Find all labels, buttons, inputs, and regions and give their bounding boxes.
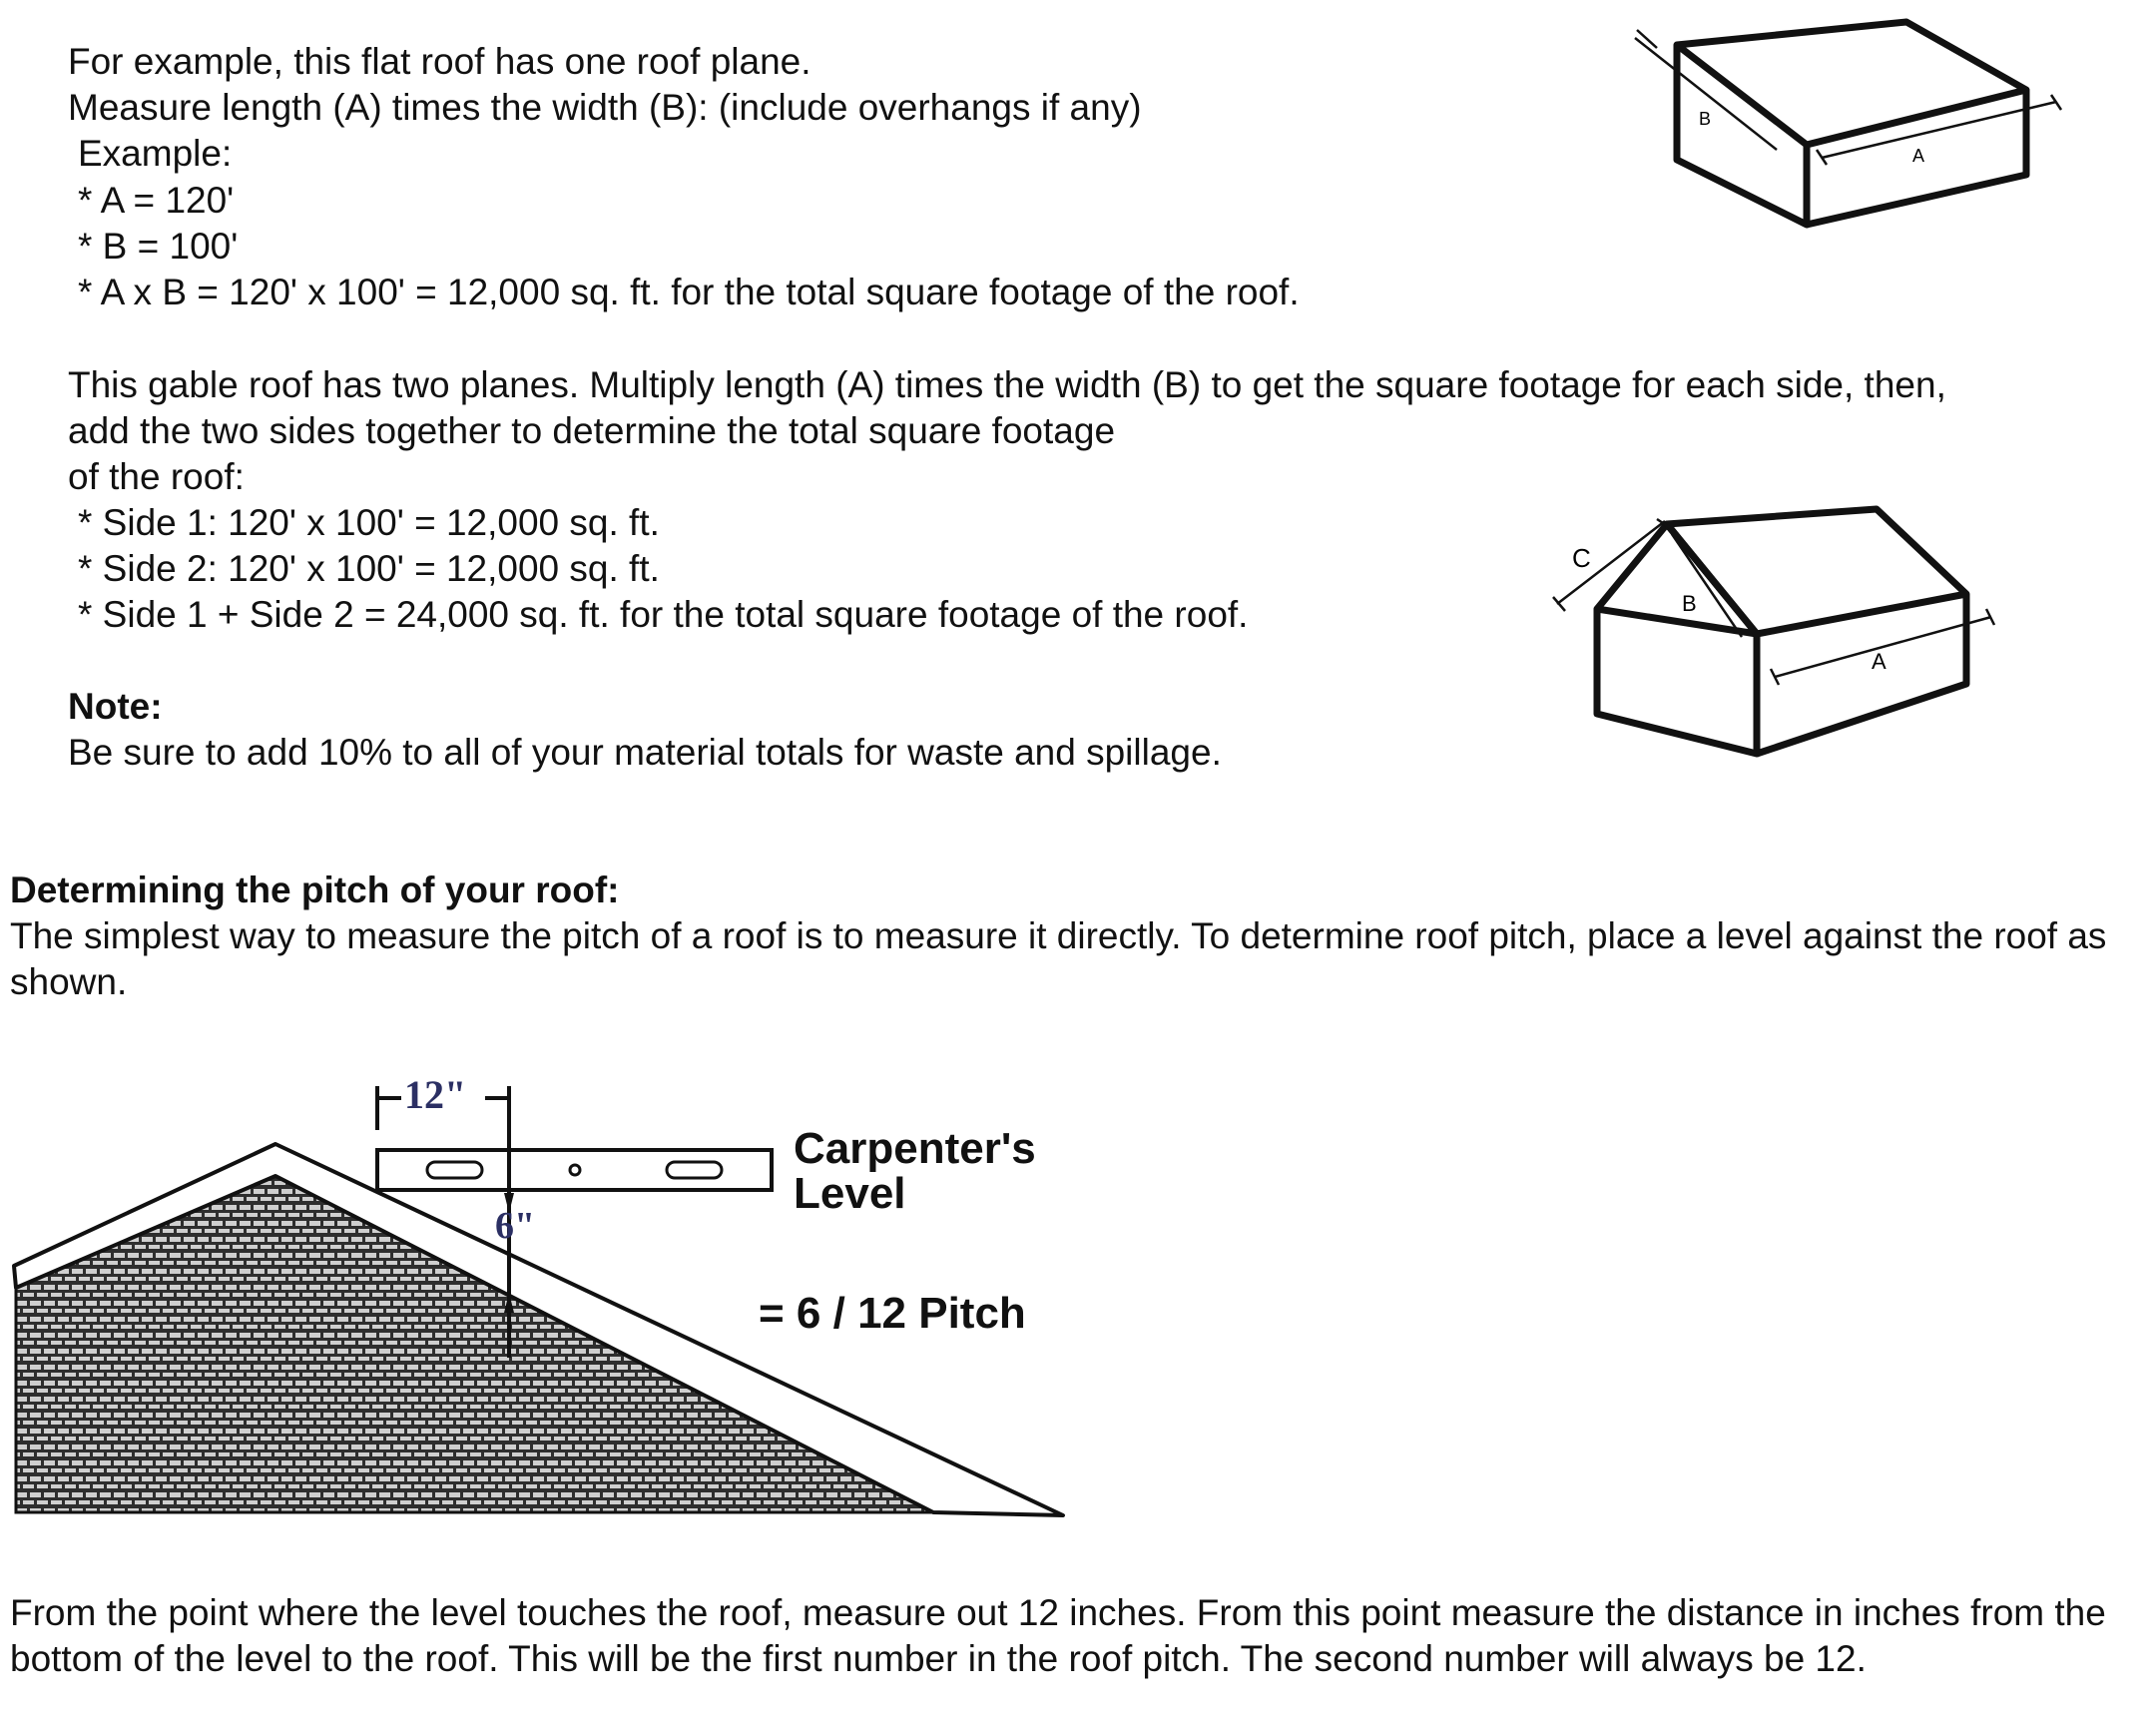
gable-roof-bullet: * Side 1: 120' x 100' = 12,000 sq. ft. (78, 502, 660, 543)
note-text: Be sure to add 10% to all of your material totals for waste and spillage. (68, 732, 1222, 773)
gable-roof-line2: add the two sides together to determine the total square footage (68, 410, 1116, 451)
run-label: 12" (404, 1072, 467, 1117)
gable-roof-line1: This gable roof has two planes. Multiply length (A) times the width (B) to get the square footage for each side, then, (68, 364, 1946, 405)
gable-diagram-label-a: A (1872, 649, 1886, 674)
flat-roof-bullet: * A x B = 120' x 100' = 12,000 sq. ft. for the total square footage of the roof. (78, 272, 1300, 312)
flat-roof-bullet: * A = 120' (78, 180, 235, 221)
gable-roof-bullet: * Side 1 + Side 2 = 24,000 sq. ft. for the total square footage of the roof. (78, 594, 1249, 635)
level-label-line1: Carpenter's (794, 1124, 1036, 1173)
flat-roof-instruction: Measure length (A) times the width (B): (include overhangs if any) (68, 87, 1142, 128)
flat-diagram-label-b: B (1699, 109, 1712, 129)
carpenters-level (377, 1150, 772, 1190)
gable-diagram-label-c: C (1572, 543, 1591, 573)
flat-diagram-label-a: A (1912, 146, 1925, 166)
gable-roof-line3: of the roof: (68, 456, 245, 497)
level-label-line2: Level (794, 1169, 906, 1218)
flat-roof-intro: For example, this flat roof has one roof plane. (68, 41, 811, 82)
rise-label: 6" (495, 1205, 536, 1247)
flat-roof-diagram (1617, 10, 2076, 240)
pitch-heading: Determining the pitch of your roof: (10, 869, 620, 910)
flat-roof-example-label: Example: (78, 133, 233, 174)
pitch-paragraph: The simplest way to measure the pitch of a roof is to measure it directly. To determine roof pitch, place a level against the roof as shown. (10, 915, 2107, 1002)
gable-roof-bullet: * Side 2: 120' x 100' = 12,000 sq. ft. (78, 548, 660, 589)
pitch-result: = 6 / 12 Pitch (759, 1289, 1026, 1338)
gable-diagram-label-b: B (1682, 591, 1697, 616)
note-heading: Note: (68, 686, 163, 727)
flat-roof-bullet: * B = 100' (78, 226, 239, 267)
gable-roof-diagram (1537, 499, 2016, 769)
pitch-diagram (0, 1058, 1098, 1537)
pitch-closing: From the point where the level touches the roof, measure out 12 inches. From this point measure the distance in inches from the bottom of the level to the roof. This will be the first number in the roof pitch. The second number will always be 12. (10, 1592, 2106, 1679)
